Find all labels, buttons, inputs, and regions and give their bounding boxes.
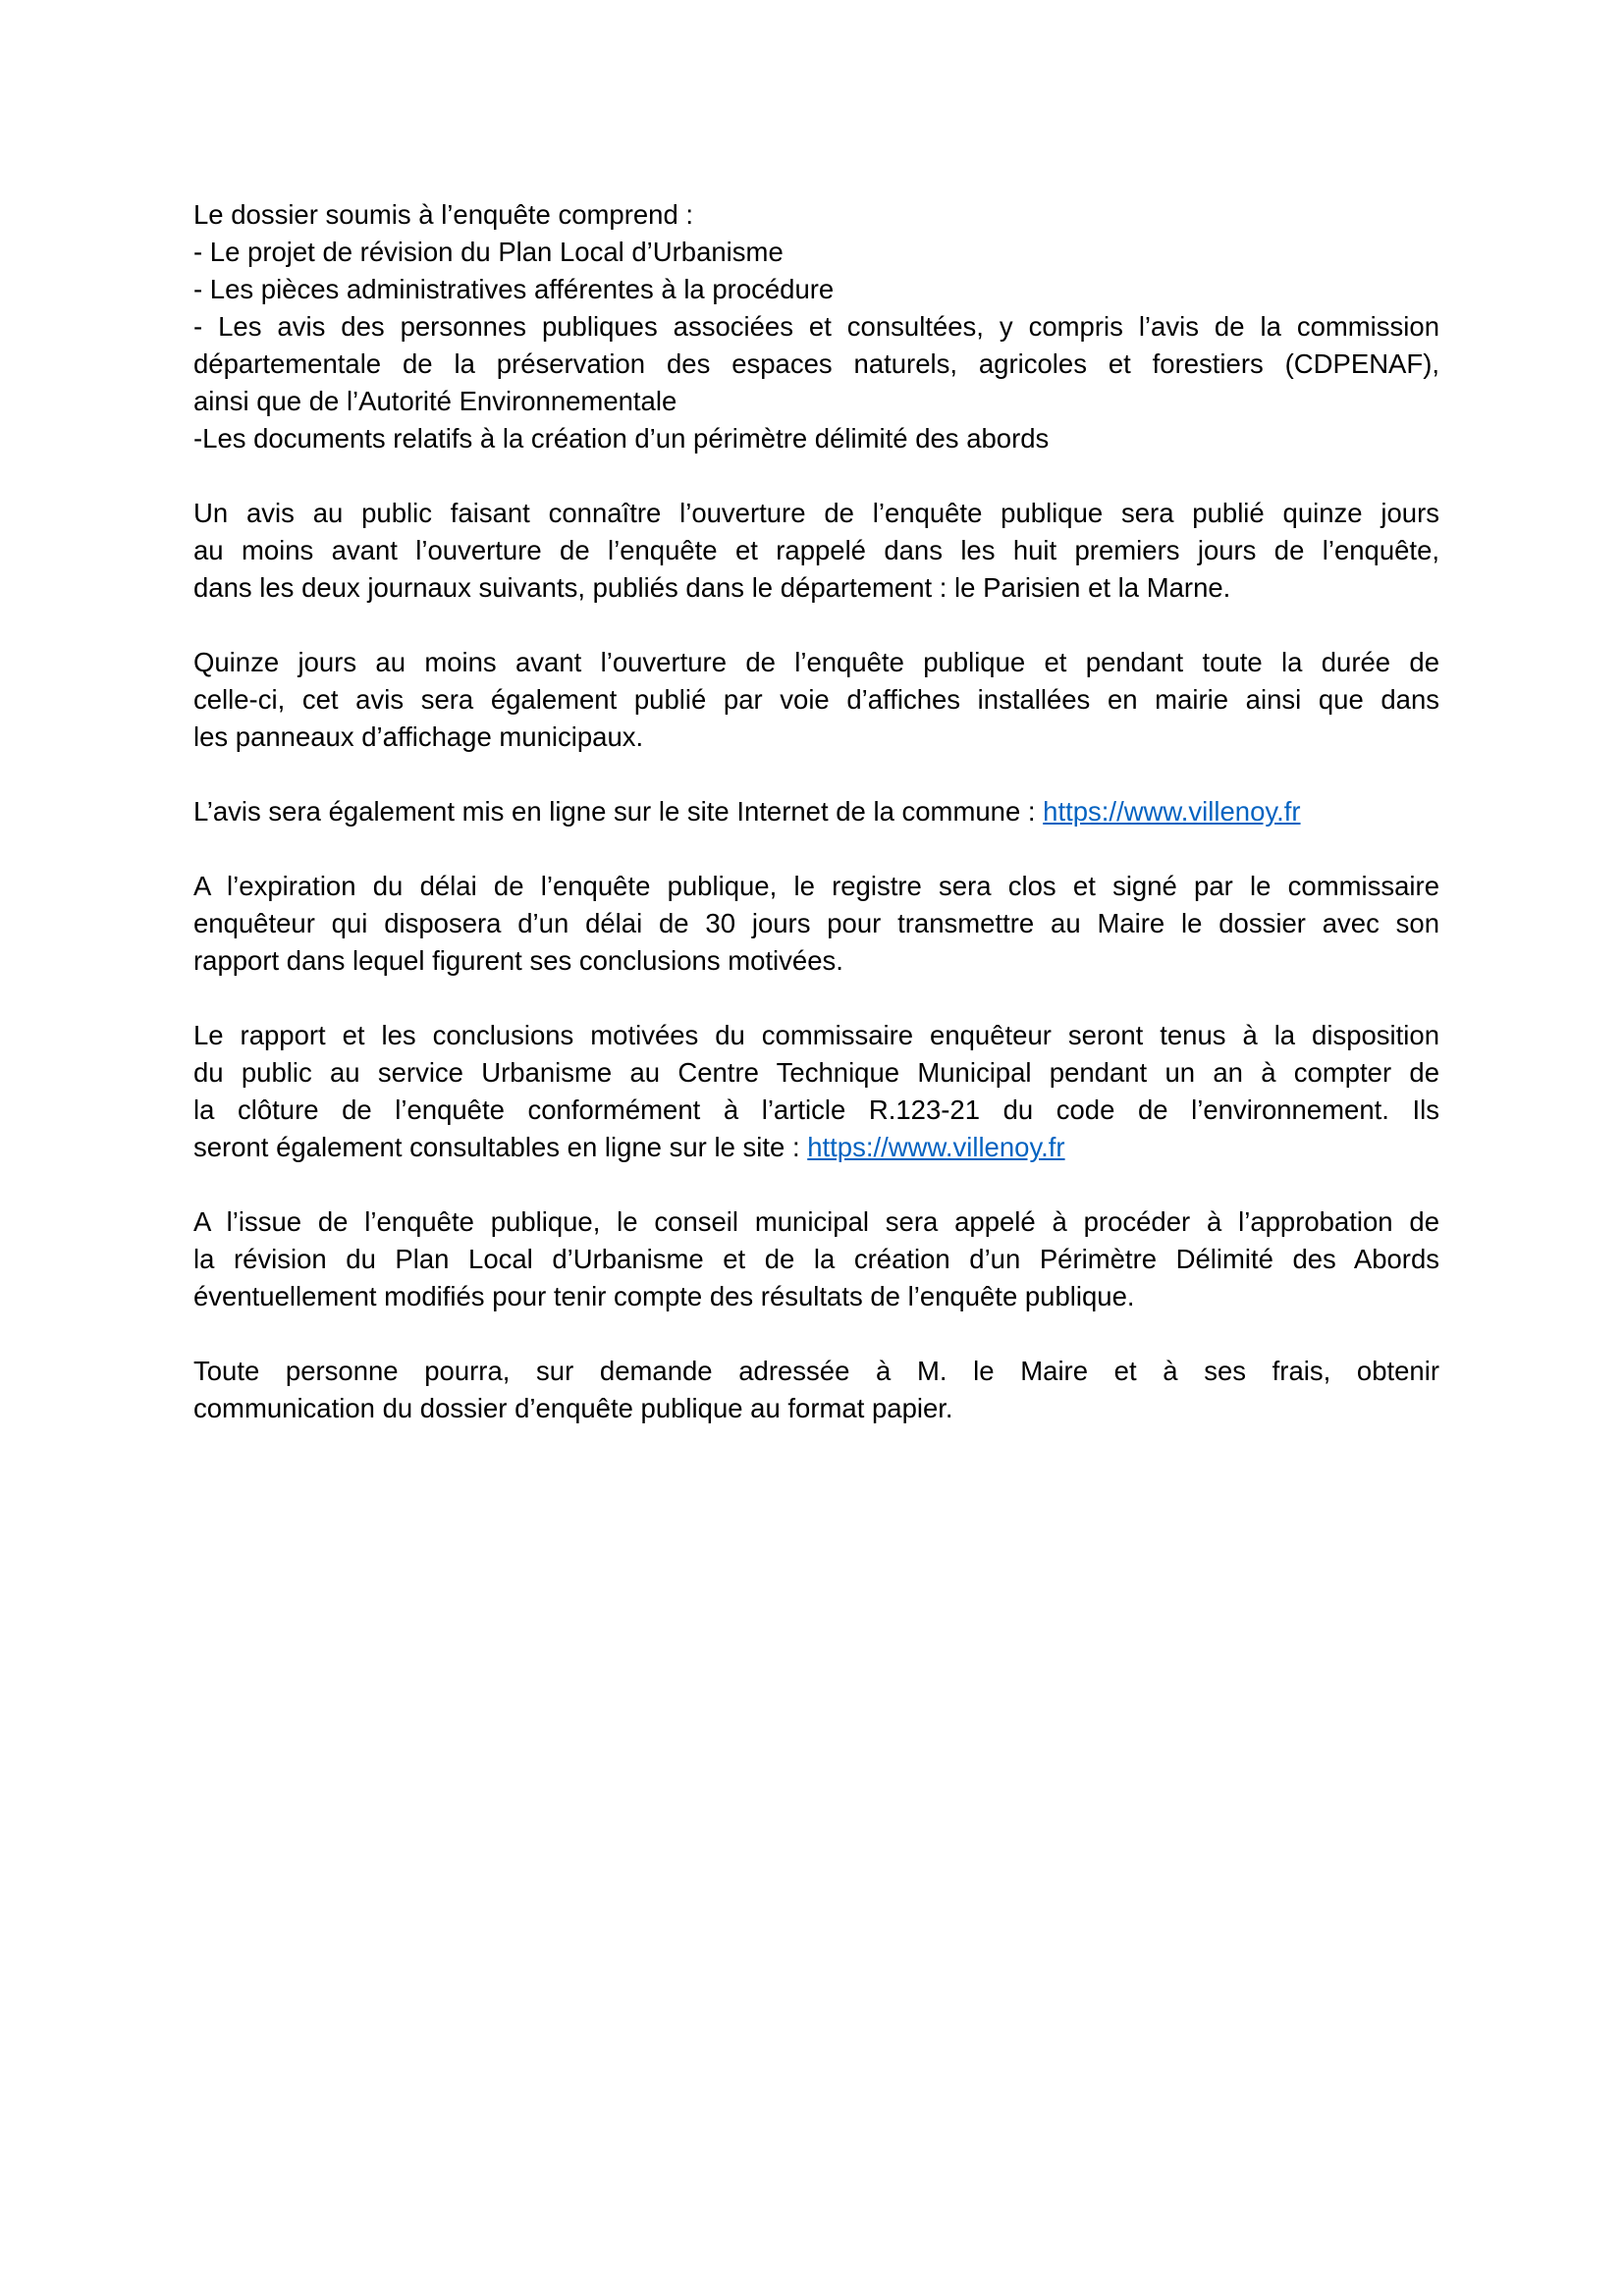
document-body xyxy=(193,196,1439,1465)
paragraph-line: celle-ci, cet avis sera également publié par voie d’affiches installées en mairie ainsi que dans xyxy=(193,684,1439,715)
paragraph-line: au moins avant l’ouverture de l’enquête et rappelé dans les huit premiers jours de l’enquête, xyxy=(193,535,1439,565)
dossier-section xyxy=(193,196,1439,457)
dossier-item: - Les pièces administratives afférentes à la procédure xyxy=(193,274,835,304)
dossier-intro: Le dossier soumis à l’enquête comprend : xyxy=(193,199,694,230)
paragraph-line: la clôture de l’enquête conformément à l’article R.123-21 du code de l’environnement. Ils xyxy=(193,1095,1439,1125)
paragraph-line: Quinze jours au moins avant l’ouverture de l’enquête publique et pendant toute la durée de xyxy=(193,647,1439,677)
issue-paragraph xyxy=(193,1203,1439,1315)
dossier-item: -Les documents relatifs à la création d’un périmètre délimité des abords xyxy=(193,423,1050,454)
paragraph-line: dans les deux journaux suivants, publiés dans le département : le Parisien et la Marne. xyxy=(193,572,1231,603)
paragraph-line: Le rapport et les conclusions motivées du commissaire enquêteur seront tenus à la disposition xyxy=(193,1020,1439,1050)
paragraph-line xyxy=(193,793,1439,830)
rapport-paragraph xyxy=(193,1017,1439,1166)
paragraph-line: A l’expiration du délai de l’enquête publique, le registre sera clos et signé par le commissaire xyxy=(193,871,1439,901)
internet-paragraph xyxy=(193,793,1439,830)
internet-text: L’avis sera également mis en ligne sur le site Internet de la commune : xyxy=(193,796,1044,827)
paragraph-line: Un avis au public faisant connaître l’ouverture de l’enquête publique sera publié quinze jours xyxy=(193,498,1439,528)
dossier-item: - Le projet de révision du Plan Local d’Urbanisme xyxy=(193,237,784,267)
paragraph-line: du public au service Urbanisme au Centre Technique Municipal pendant un an à compter de xyxy=(193,1057,1439,1088)
avis-public-paragraph xyxy=(193,495,1439,607)
paragraph-line: éventuellement modifiés pour tenir compte des résultats de l’enquête publique. xyxy=(193,1281,1135,1311)
paragraph-line: les panneaux d’affichage municipaux. xyxy=(193,721,644,752)
communication-paragraph xyxy=(193,1353,1439,1427)
affichage-paragraph xyxy=(193,644,1439,756)
paragraph-line xyxy=(193,1129,1439,1166)
rapport-last-text: seront également consultables en ligne sur le site : xyxy=(193,1132,808,1162)
paragraph-line: communication du dossier d’enquête publique au format papier. xyxy=(193,1393,953,1423)
paragraph-line: rapport dans lequel figurent ses conclusions motivées. xyxy=(193,945,843,976)
dossier-item: départementale de la préservation des espaces naturels, agricoles et forestiers (CDPENAF), xyxy=(193,348,1439,379)
paragraph-line: enquêteur qui disposera d’un délai de 30 jours pour transmettre au Maire le dossier avec son xyxy=(193,908,1439,938)
villenoy-website-link[interactable]: https://www.villenoy.fr xyxy=(807,1132,1065,1162)
paragraph-line: la révision du Plan Local d’Urbanisme et de la création d’un Périmètre Délimité des Abords xyxy=(193,1244,1439,1274)
paragraph-line: A l’issue de l’enquête publique, le conseil municipal sera appelé à procéder à l’approbation de xyxy=(193,1206,1439,1237)
expiration-paragraph xyxy=(193,868,1439,980)
villenoy-website-link[interactable]: https://www.villenoy.fr xyxy=(1043,796,1301,827)
dossier-item: - Les avis des personnes publiques associées et consultées, y compris l’avis de la commission xyxy=(193,311,1439,342)
dossier-item: ainsi que de l’Autorité Environnementale xyxy=(193,386,677,416)
paragraph-line: Toute personne pourra, sur demande adressée à M. le Maire et à ses frais, obtenir xyxy=(193,1356,1439,1386)
